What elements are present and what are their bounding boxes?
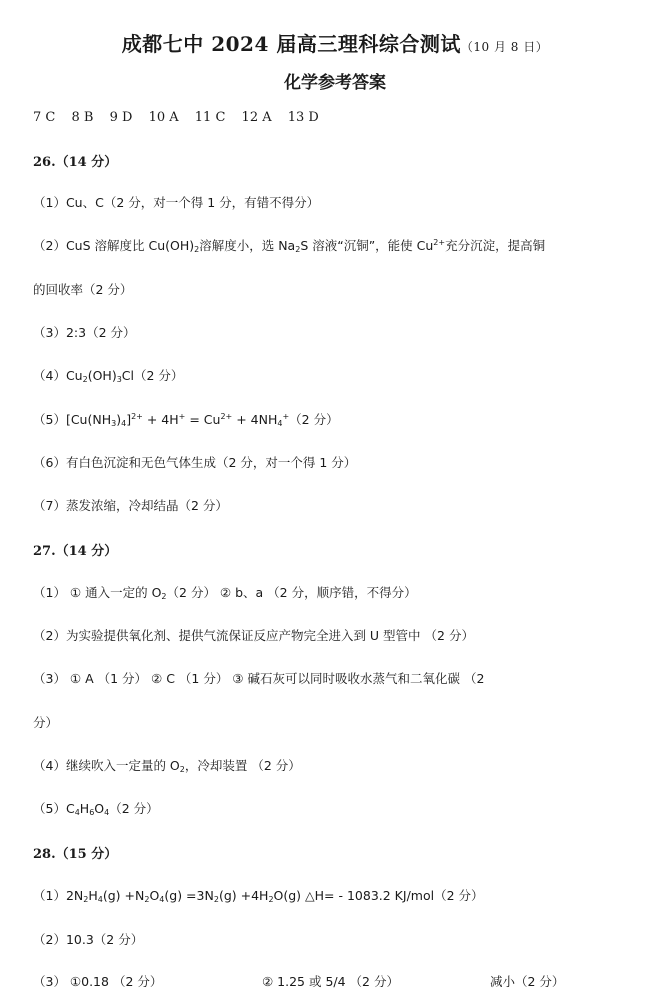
- q26-l5f: + 4NH: [232, 412, 278, 427]
- superscript: 2+: [220, 412, 233, 421]
- choice-answer: 13 D: [287, 110, 319, 125]
- subscript: 4: [121, 419, 127, 428]
- subscript: 4: [97, 895, 103, 904]
- subscript: 3: [116, 375, 122, 384]
- q27-line-3-cont: 分）: [33, 715, 59, 730]
- subscript: 6: [89, 808, 95, 817]
- q28-line-1: [33, 886, 484, 904]
- subscript: 4: [277, 419, 283, 428]
- q26-l5g: （2 分）: [289, 412, 339, 427]
- q26-heading: 26.（14 分）: [33, 155, 118, 170]
- q28-heading: 28.（15 分）: [33, 847, 118, 862]
- subscript: 2: [268, 895, 274, 904]
- q26-line-5: [33, 410, 339, 428]
- subscript: 2: [161, 592, 167, 601]
- q26-l4a: （4）Cu: [33, 368, 83, 383]
- q27-l5c: O: [94, 801, 105, 816]
- subscript: 2: [144, 895, 150, 904]
- q28-line-3a: （3） ①0.18 （2 分）: [33, 974, 163, 989]
- q26-line-4: [33, 366, 183, 384]
- title-date: （10 月 8 日）: [460, 40, 549, 54]
- q26-l5d: + 4H: [142, 412, 179, 427]
- q27-l4a: （4）继续吹入一定量的 O: [33, 758, 180, 773]
- q26-l5b: ): [116, 412, 122, 427]
- q26-l2a: （2）CuS 溶解度比 Cu(OH): [33, 238, 195, 253]
- q28-l1b: H: [88, 888, 98, 903]
- q27-l4b: ，冷却装置 （2 分）: [184, 758, 301, 773]
- q28-line-3c: 减小（2 分）: [490, 974, 565, 989]
- q26-line-2: [33, 236, 545, 254]
- q27-line-3: （3） ① A （1 分） ② C （1 分） ③ 碱石灰可以同时吸收水蒸气和二氧化碳 （2: [33, 671, 485, 686]
- subscript: 2: [213, 895, 219, 904]
- q26-l2d: 充分沉淀，提高铜: [445, 238, 546, 253]
- q26-line-1: （1）Cu、C（2 分，对一个得 1 分，有错不得分）: [33, 195, 320, 210]
- page-subtitle: 化学参考答案: [284, 73, 386, 93]
- q28-l1g: O(g) △H= - 1083.2 KJ/mol（2 分）: [273, 888, 484, 903]
- q27-line-5: [33, 799, 159, 817]
- q28-l1e: (g) =3N: [164, 888, 214, 903]
- q26-l5c: ]: [126, 412, 132, 427]
- q26-line-7: （7）蒸发浓缩，冷却结晶（2 分）: [33, 498, 228, 513]
- choice-answer: 10 A: [148, 110, 179, 125]
- superscript: +: [282, 412, 290, 421]
- subscript: 2: [82, 375, 88, 384]
- q26-line-6: （6）有白色沉淀和无色气体生成（2 分，对一个得 1 分）: [33, 455, 357, 470]
- q26-line-2-cont: 的回收率（2 分）: [33, 282, 133, 297]
- subscript: 3: [111, 419, 117, 428]
- superscript: 2+: [433, 238, 446, 247]
- q28-line-3b: ② 1.25 或 5/4 （2 分）: [262, 974, 399, 989]
- q27-line-1: [33, 583, 417, 601]
- q28-l1f: (g) +4H: [218, 888, 269, 903]
- q27-l5d: （2 分）: [109, 801, 159, 816]
- q26-l2c: S 溶液“沉铜”，能使 Cu: [300, 238, 434, 253]
- page-title: [0, 28, 670, 57]
- q27-line-2: （2）为实验提供氧化剂、提供气流保证反应产物完全进入到 U 型管中 （2 分）: [33, 628, 474, 643]
- q27-l5b: H: [79, 801, 90, 816]
- subscript: 4: [104, 808, 110, 817]
- subscript: 4: [74, 808, 80, 817]
- q28-l1c: (g) +N: [102, 888, 145, 903]
- subscript: 2: [179, 765, 185, 774]
- choice-answer: 11 C: [194, 110, 226, 125]
- choice-answer: 8 B: [71, 110, 94, 125]
- q26-l4c: Cl（2 分）: [121, 368, 184, 383]
- superscript: 2+: [131, 412, 143, 421]
- q26-l2b: 溶解度小，选 Na: [199, 238, 296, 253]
- subscript: 2: [83, 895, 89, 904]
- choice-answer: 12 A: [241, 110, 272, 125]
- q28-line-2: （2）10.3（2 分）: [33, 932, 144, 947]
- choice-answer: 7 C: [33, 110, 56, 125]
- title-text: 成都七中 2024 届高三理科综合测试: [121, 32, 461, 56]
- choice-answer: 9 D: [109, 110, 133, 125]
- q26-l5a: （5）[Cu(NH: [33, 412, 112, 427]
- q27-heading: 27.（14 分）: [33, 544, 118, 559]
- q26-l5e: = Cu: [185, 412, 221, 427]
- subscript: 2: [194, 245, 200, 254]
- subscript: 4: [159, 895, 165, 904]
- q28-l1a: （1）2N: [33, 888, 84, 903]
- q27-l5a: （5）C: [33, 801, 75, 816]
- q26-l4b: (OH): [87, 368, 117, 383]
- choice-answers: [33, 110, 331, 125]
- q27-l1a: （1） ① 通入一定的 O: [33, 585, 162, 600]
- q27-l1b: （2 分） ② b、a （2 分，顺序错，不得分）: [166, 585, 417, 600]
- q26-line-3: （3）2:3（2 分）: [33, 325, 136, 340]
- superscript: +: [178, 412, 186, 421]
- q28-l1d: O: [149, 888, 160, 903]
- q27-line-4: [33, 756, 301, 774]
- subscript: 2: [295, 245, 301, 254]
